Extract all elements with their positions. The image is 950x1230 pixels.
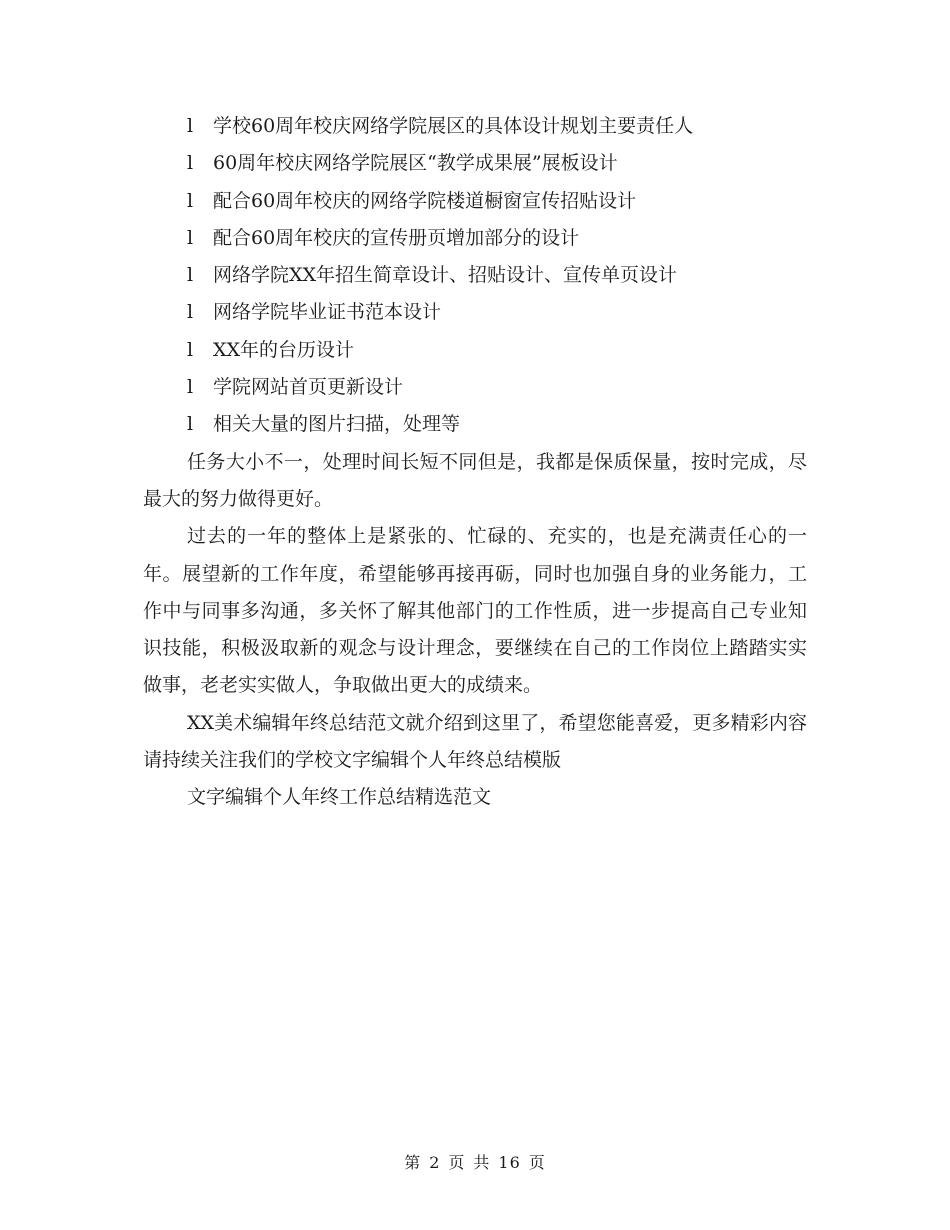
- bullet-marker: l: [187, 152, 194, 175]
- list-item-text: XX年的台历设计: [213, 338, 355, 361]
- bullet-marker: l: [187, 226, 194, 249]
- footer-current-page: 2: [429, 1153, 441, 1172]
- footer-suffix: 页: [528, 1153, 546, 1172]
- bullet-marker: l: [187, 301, 194, 324]
- bullet-marker: l: [187, 413, 194, 436]
- list-item: [143, 108, 807, 145]
- list-item: [143, 220, 807, 257]
- footer-prefix: 第: [404, 1153, 422, 1172]
- footer-total-prefix: 共: [473, 1153, 491, 1172]
- paragraph-task-quality: 任务大小不一，处理时间长短不同但是，我都是保质保量，按时完成，尽最大的努力做得更好。: [143, 450, 807, 510]
- document-body: [143, 108, 807, 817]
- list-item: [143, 369, 807, 406]
- footer-total-pages: 16: [498, 1153, 521, 1172]
- list-item-text: 网络学院毕业证书范本设计: [213, 301, 442, 324]
- list-item-text: 相关大量的图片扫描，处理等: [213, 413, 461, 436]
- bullet-marker: l: [187, 115, 194, 137]
- list-item-text: 学院网站首页更新设计: [213, 376, 404, 399]
- list-item-text: 学校60周年校庆网络学院展区的具体设计规划主要责任人: [213, 115, 694, 137]
- list-item: [143, 294, 807, 331]
- list-item-text: 60周年校庆网络学院展区“教学成果展”展板设计: [213, 152, 618, 175]
- paragraph-next-title: 文字编辑个人年终工作总结精选范文: [187, 786, 492, 809]
- list-item-text: 配合60周年校庆的网络学院楼道橱窗宣传招贴设计: [213, 189, 637, 212]
- list-item: [143, 145, 807, 182]
- list-item-text: 网络学院XX年招生简章设计、招贴设计、宣传单页设计: [213, 264, 678, 287]
- task-list: [143, 108, 807, 444]
- list-item: [143, 183, 807, 220]
- bullet-marker: l: [187, 189, 194, 212]
- page-footer: [0, 1151, 950, 1175]
- list-item: [143, 406, 807, 443]
- bullet-marker: l: [187, 264, 194, 287]
- footer-page-word: 页: [448, 1153, 466, 1172]
- bullet-marker: l: [187, 376, 194, 399]
- list-item: [143, 332, 807, 369]
- bullet-marker: l: [187, 338, 194, 361]
- list-item-text: 配合60周年校庆的宣传册页增加部分的设计: [213, 226, 580, 249]
- paragraph-year-review: 过去的一年的整体上是紧张的、忙碌的、充实的，也是充满责任心的一年。展望新的工作年度，希望能够再接再砺，同时也加强自身的业务能力，工作中与同事多沟通，多关怀了解其他部门的工作性质，进一步提高自己专业知识技能，积极汲取新的观念与设计理念，要继续在自己的工作岗位上踏踏实实做事，老老实实做人，争取做出更大的成绩来。: [143, 525, 807, 697]
- list-item: [143, 257, 807, 294]
- paragraph-closing-note: XX美术编辑年终总结范文就介绍到这里了，希望您能喜爱，更多精彩内容请持续关注我们的学校文字编辑个人年终总结模版: [143, 711, 807, 772]
